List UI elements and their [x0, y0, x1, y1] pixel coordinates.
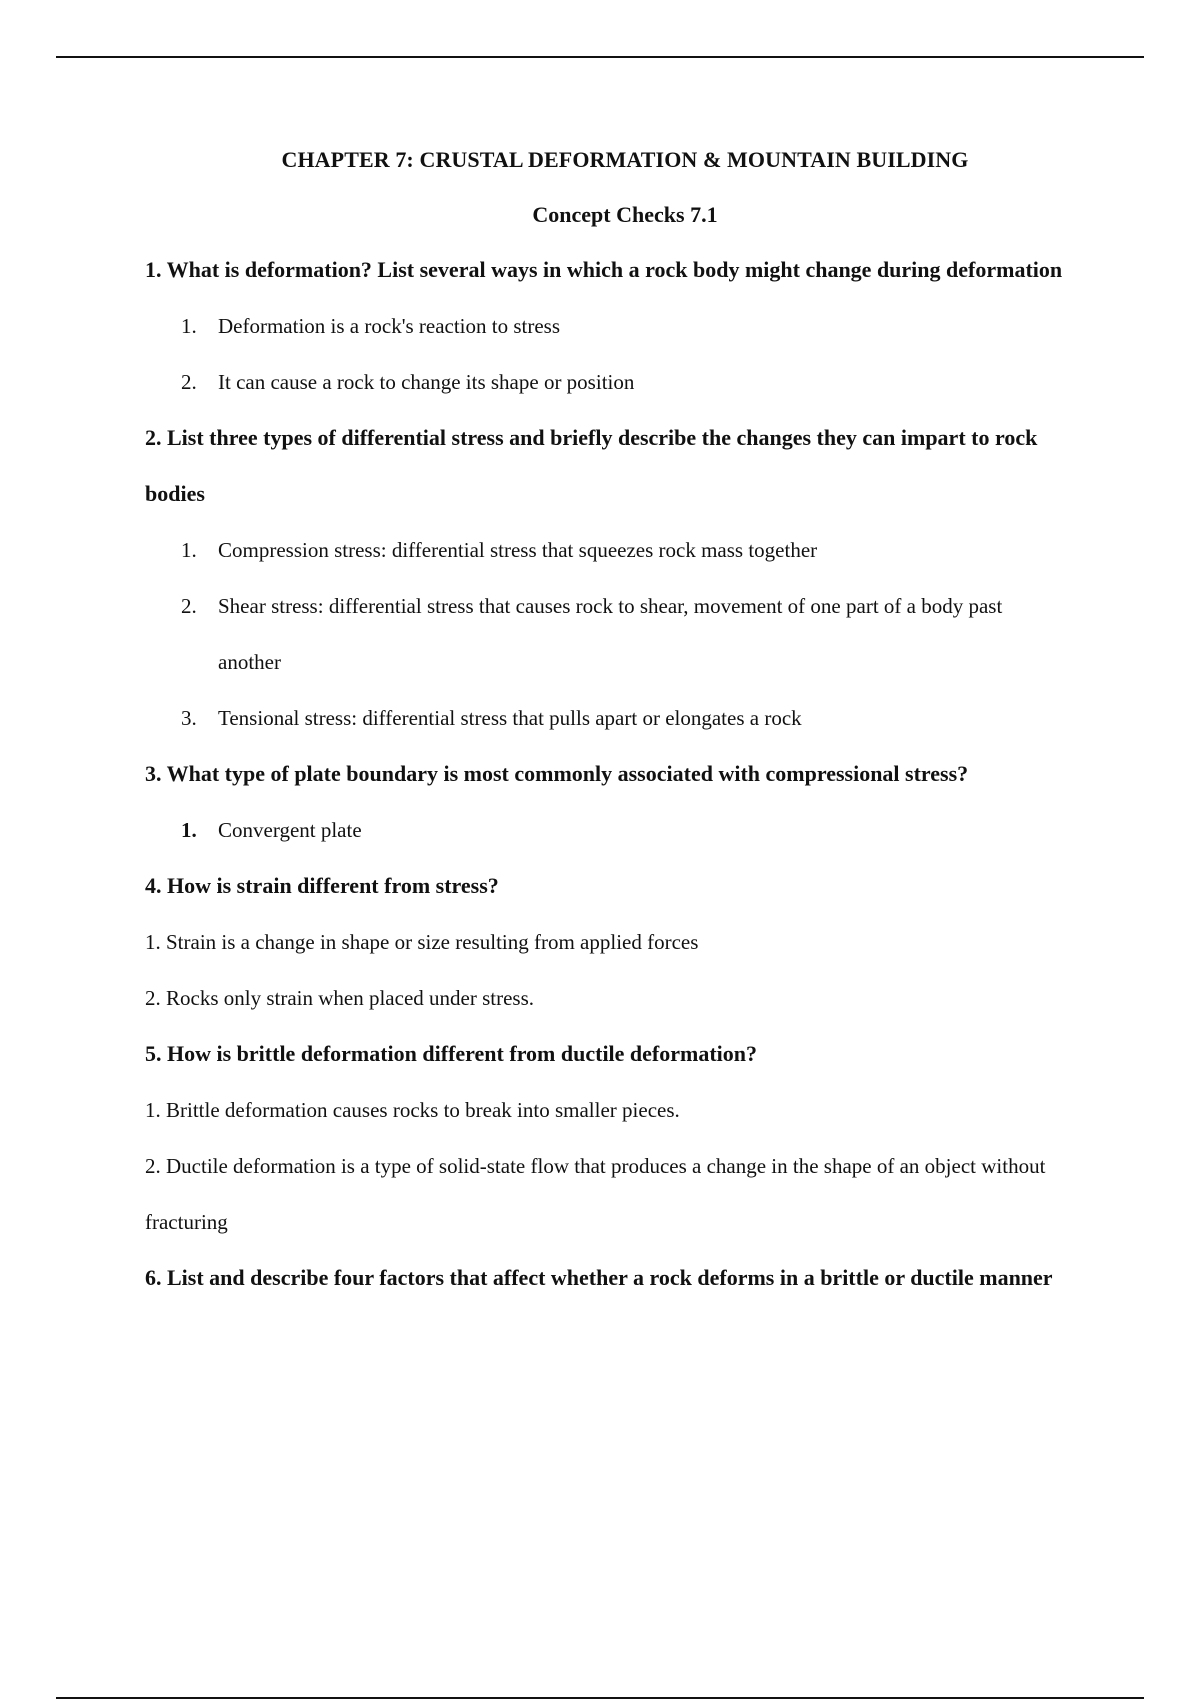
answer-number: 1.	[181, 314, 197, 338]
answer-item	[145, 298, 1068, 354]
answer-number: 2.	[181, 594, 197, 618]
answer-number: 2.	[181, 370, 197, 394]
answer-item	[145, 690, 1068, 746]
answer-item	[145, 522, 1068, 578]
question-6: 6. List and describe four factors that affect whether a rock deforms in a brittle or ductile manner	[145, 1265, 1053, 1290]
answer-number: 3.	[181, 706, 197, 730]
question-1: 1. What is deformation? List several ways in which a rock body might change during deformation	[145, 257, 1063, 282]
bottom-rule	[56, 1697, 1144, 1699]
answer-paragraph: 2. Ductile deformation is a type of solid-state flow that produces a change in the shape of an object without fracturing	[145, 1154, 1046, 1234]
answer-text: Convergent plate	[218, 818, 362, 842]
question-4: 4. How is strain different from stress?	[145, 873, 499, 898]
answer-text: Shear stress: differential stress that causes rock to shear, movement of one part of a body past another	[218, 594, 1003, 674]
document-page	[145, 140, 1105, 1306]
chapter-title: CHAPTER 7: CRUSTAL DEFORMATION & MOUNTAIN BUILDING	[281, 147, 969, 172]
question-2: 2. List three types of differential stress and briefly describe the changes they can impart to rock bodies	[145, 425, 1038, 506]
answer-item	[145, 578, 1068, 690]
answer-paragraph: 1. Brittle deformation causes rocks to break into smaller pieces.	[145, 1098, 680, 1122]
answer-number: 1.	[181, 818, 197, 842]
answer-text: Tensional stress: differential stress that pulls apart or elongates a rock	[218, 706, 802, 730]
answer-list-1	[145, 298, 1105, 410]
question-3: 3. What type of plate boundary is most commonly associated with compressional stress?	[145, 761, 969, 786]
question-5: 5. How is brittle deformation different from ductile deformation?	[145, 1041, 758, 1066]
answer-list-2	[145, 522, 1105, 746]
answer-item	[145, 354, 1068, 410]
answer-item	[145, 802, 1068, 858]
answer-number: 1.	[181, 538, 197, 562]
answer-paragraph: 1. Strain is a change in shape or size resulting from applied forces	[145, 930, 699, 954]
answer-text: It can cause a rock to change its shape or position	[218, 370, 635, 394]
section-title: Concept Checks 7.1	[532, 202, 718, 227]
answer-text: Deformation is a rock's reaction to stress	[218, 314, 561, 338]
answer-paragraph: 2. Rocks only strain when placed under stress.	[145, 986, 535, 1010]
top-rule	[56, 56, 1144, 58]
answer-text: Compression stress: differential stress that squeezes rock mass together	[218, 538, 818, 562]
answer-list-3	[145, 802, 1105, 858]
